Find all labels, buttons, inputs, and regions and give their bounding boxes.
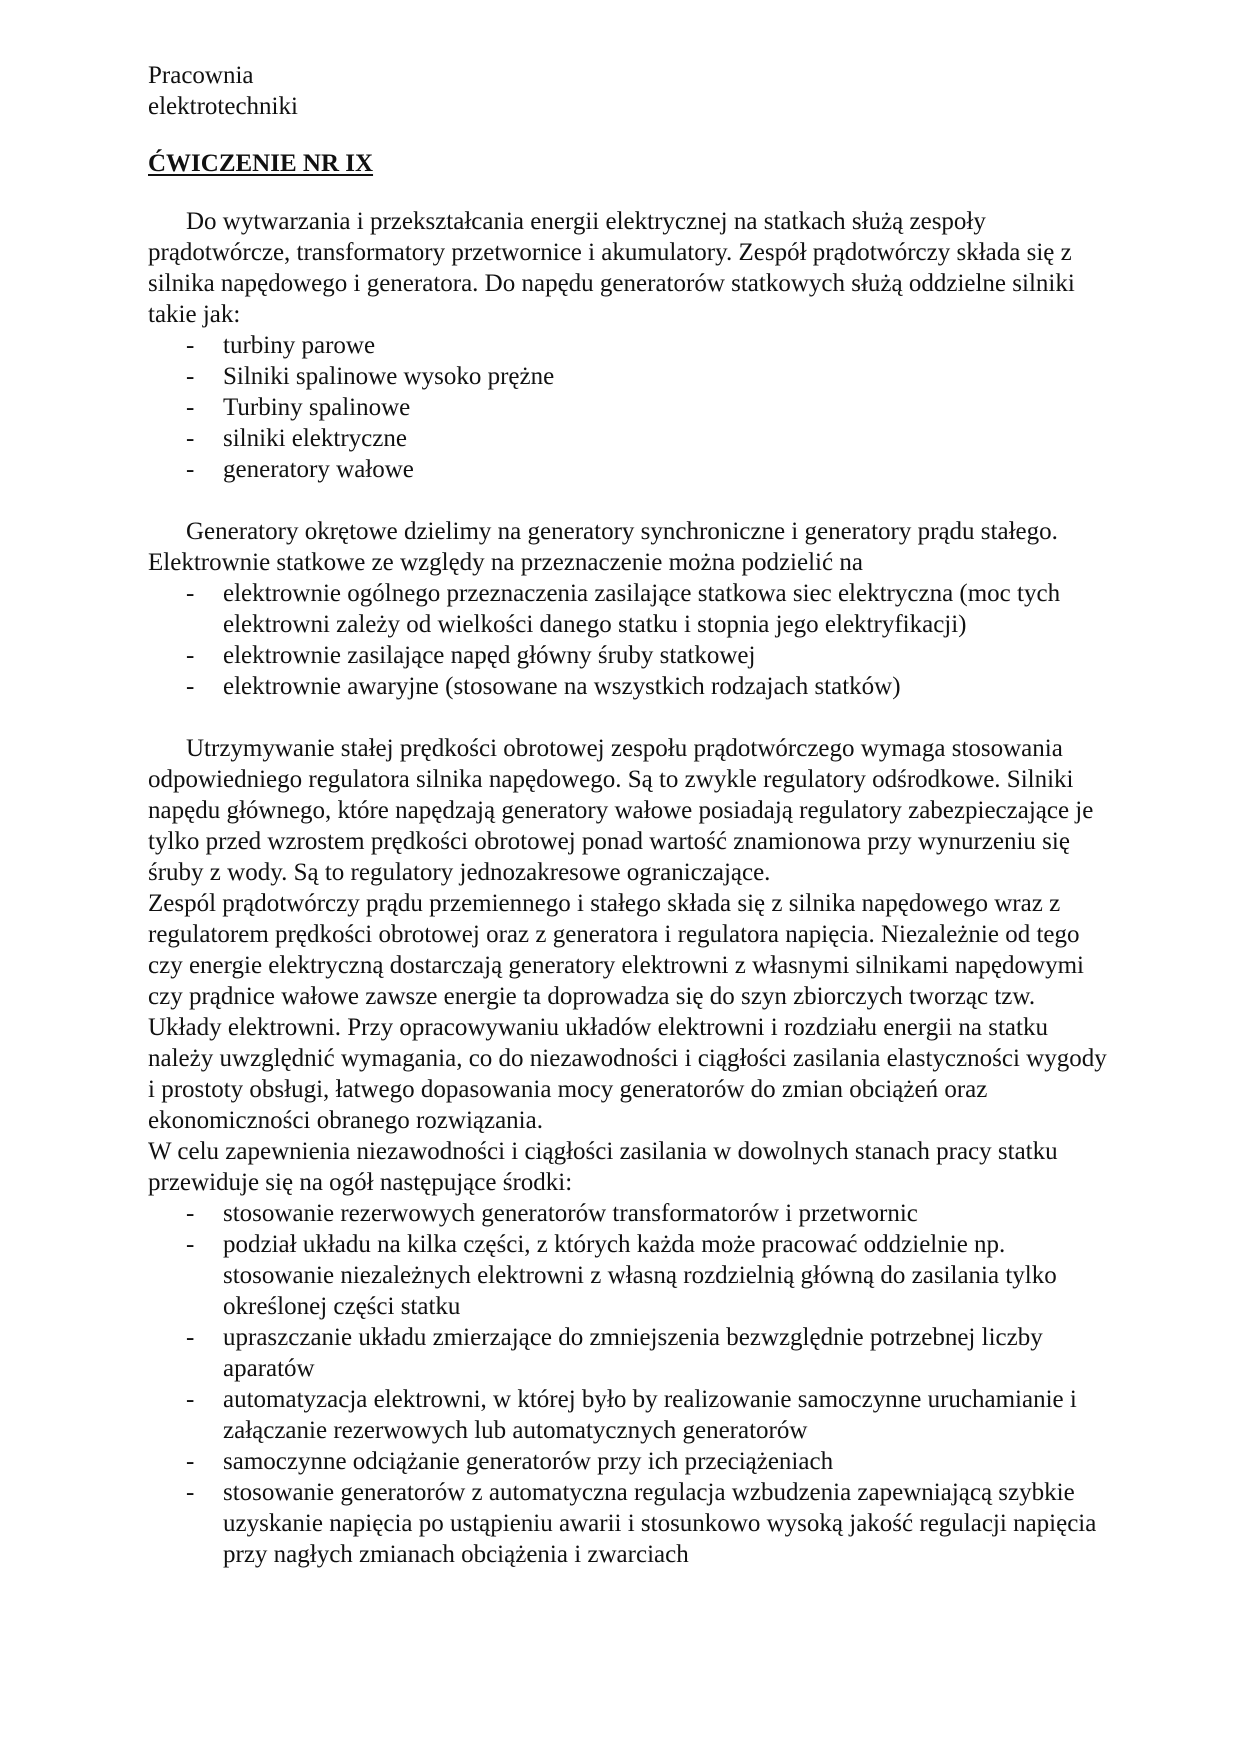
reliability-paragraph: W celu zapewnienia niezawodności i ciągłości zasilania w dowolnych stanach pracy statku przewiduje się na ogół następujące środki: bbox=[148, 1138, 1058, 1196]
list-item: - elektrownie ogólnego przeznaczenia zasilające statkowa siec elektryczna (moc tych elektrowni zależy od wielkości danego statku i stopnia jego elektryfikacji) bbox=[148, 578, 1108, 640]
generators-paragraph: Generatory okrętowe dzielimy na generatory synchroniczne i generatory prądu stałego. Elektrownie statkowe ze względy na przeznaczenie można podzielić na bbox=[148, 518, 1058, 576]
list-item: - turbiny parowe bbox=[148, 330, 1108, 361]
header-line-2: elektrotechniki bbox=[148, 93, 298, 120]
list-item: - elektrownie awaryjne (stosowane na wszystkich rodzajach statków) bbox=[148, 671, 1108, 702]
reliability-measures-list bbox=[148, 1198, 1108, 1570]
list-item: - Turbiny spalinowe bbox=[148, 392, 1108, 423]
list-item: - stosowanie generatorów z automatyczna regulacja wzbudzenia zapewniającą szybkie uzyskanie napięcia po ustąpieniu awarii i stosunkowo wysoką jakość regulacji napięcia przy nagłych zmianach obciążenia i zwarciach bbox=[148, 1477, 1108, 1570]
power-plant-types-list bbox=[148, 578, 1108, 702]
list-item: - automatyzacja elektrowni, w której było by realizowanie samoczynne uruchamianie i załączanie rezerwowych lub automatycznych generatorów bbox=[148, 1384, 1108, 1446]
paragraph-gap bbox=[148, 485, 1108, 516]
engine-types-list bbox=[148, 330, 1108, 485]
list-item: - upraszczanie układu zmierzające do zmniejszenia bezwzględnie potrzebnej liczby aparatów bbox=[148, 1322, 1108, 1384]
generator-set-paragraph: Zespól prądotwórczy prądu przemiennego i stałego składa się z silnika napędowego wraz z regulatorem prędkości obrotowej oraz z generatora i regulatora napięcia. Niezależnie od tego czy energie elektryczną dostarczają generatory elektrowni z własnymi silnikami napędowymi czy prądnice wałowe zawsze energie ta doprowadza się do szyn zbiorczych tworząc tzw. Układy elektrowni. Przy opracowywaniu układów elektrowni i rozdziału energii na statku należy uwzględnić wymagania, co do niezawodności i ciągłości zasilania elastyczności wygody i prostoty obsługi, łatwego dopasowania mocy generatorów do zmian obciążeń oraz ekonomiczności obranego rozwiązania. bbox=[148, 890, 1107, 1134]
document-page bbox=[148, 60, 1108, 1570]
document-header bbox=[148, 60, 1108, 122]
list-item: - silniki elektryczne bbox=[148, 423, 1108, 454]
list-item: - Silniki spalinowe wysoko prężne bbox=[148, 361, 1108, 392]
header-line-1: Pracownia bbox=[148, 62, 254, 89]
list-item: - elektrownie zasilające napęd główny śruby statkowej bbox=[148, 640, 1108, 671]
list-item: - stosowanie rezerwowych generatorów transformatorów i przetwornic bbox=[148, 1198, 1108, 1229]
list-item: - samoczynne odciążanie generatorów przy ich przeciążeniach bbox=[148, 1446, 1108, 1477]
paragraph-gap bbox=[148, 702, 1108, 733]
list-item: - podział układu na kilka części, z których każda może pracować oddzielnie np. stosowanie niezależnych elektrowni z własną rozdzielnią główną do zasilania tylko określonej części statku bbox=[148, 1229, 1108, 1322]
speed-regulation-paragraph: Utrzymywanie stałej prędkości obrotowej zespołu prądotwórczego wymaga stosowania odpowiedniego regulatora silnika napędowego. Są to zwykle regulatory odśrodkowe. Silniki napędu głównego, które napędzają generatory wałowe posiadają regulatory zabezpieczające je tylko przed wzrostem prędkości obrotowej ponad wartość znamionowa przy wynurzeniu się śruby z wody. Są to regulatory jednozakresowe ograniczające. bbox=[148, 735, 1094, 886]
list-item: - generatory wałowe bbox=[148, 454, 1108, 485]
intro-paragraph: Do wytwarzania i przekształcania energii elektrycznej na statkach służą zespoły prądotwórcze, transformatory przetwornice i akumulatory. Zespół prądotwórczy składa się z silnika napędowego i generatora. Do napędu generatorów statkowych służą oddzielne silniki takie jak: bbox=[148, 208, 1075, 328]
exercise-title: ĆWICZENIE NR IX bbox=[148, 150, 374, 177]
